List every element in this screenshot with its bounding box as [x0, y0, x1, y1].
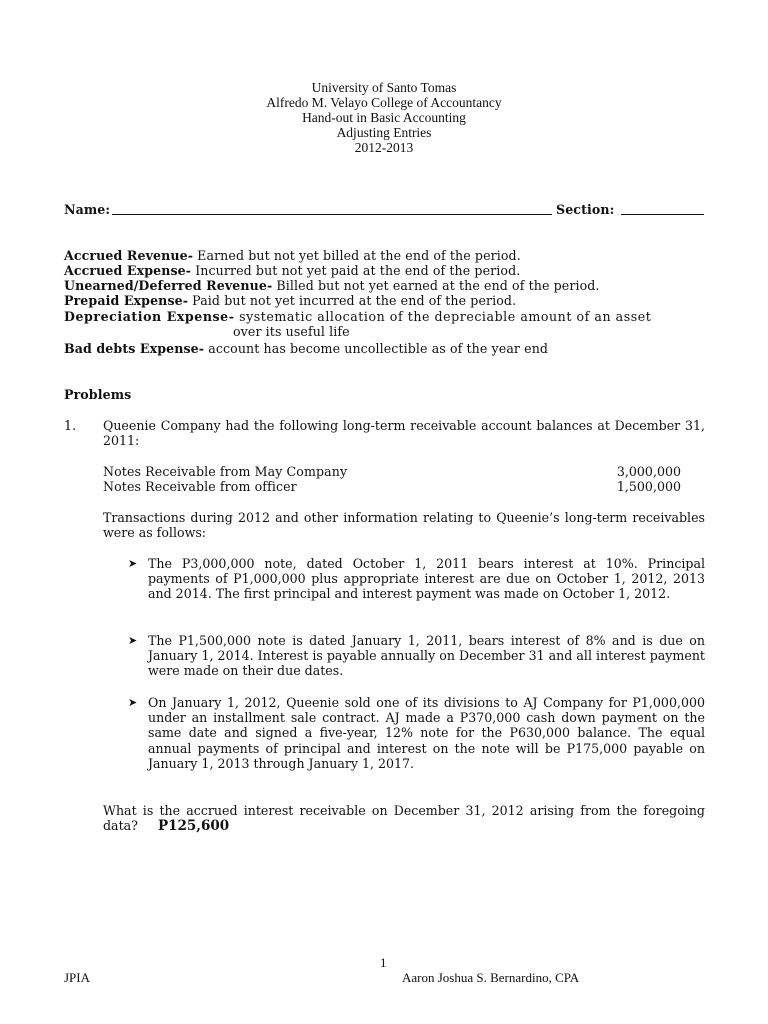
definition-term: Depreciation Expense-	[64, 309, 235, 324]
definition-depreciation-continued: over its useful life	[233, 324, 350, 339]
footer-left: JPIA	[64, 970, 91, 985]
definition-text: systematic allocation of the depreciable amount of an asset	[234, 309, 652, 324]
definition-term: Bad debts Expense-	[64, 341, 205, 356]
college-title: Alfredo M. Velayo College of Accountancy	[266, 95, 502, 110]
transaction-bullet: The P3,000,000 note, dated October 1, 2011 bears interest at 10%. Principal payments of P1,000,000 plus appropriate interest are due on October 1, 2012, 2013 and 2014. The first principal and interest payment was made on October 1, 2012.	[148, 556, 705, 602]
definition-bad-debts-expense	[64, 341, 548, 356]
footer-author: Aaron Joshua S. Bernardino, CPA	[402, 970, 580, 985]
topic-title: Adjusting Entries	[336, 125, 432, 140]
bullet-arrow-icon: ➤	[128, 696, 138, 709]
bullet-arrow-icon: ➤	[128, 634, 138, 647]
problem-question	[103, 803, 705, 834]
problem-intro: Queenie Company had the following long-term receivable account balances at December 31, 2011:	[103, 418, 705, 449]
definition-text: account has become uncollectible as of the year end	[204, 341, 549, 356]
transactions-intro: Transactions during 2012 and other information relating to Queenie’s long-term receivables were as follows:	[103, 510, 705, 541]
definition-term: Accrued Revenue-	[64, 248, 194, 263]
name-field[interactable]	[112, 214, 552, 215]
definition-term: Prepaid Expense-	[64, 293, 189, 308]
handout-title: Hand-out in Basic Accounting	[302, 110, 466, 125]
problems-heading: Problems	[64, 387, 132, 402]
definition-text: Paid but not yet incurred at the end of the period.	[188, 293, 517, 308]
balance-amount: 3,000,000	[616, 464, 681, 479]
definition-text: Incurred but not yet paid at the end of the period.	[191, 263, 521, 278]
definition-text: Earned but not yet billed at the end of the period.	[193, 248, 521, 263]
page-number: 1	[380, 955, 387, 970]
transaction-bullet: The P1,500,000 note is dated January 1, 2011, bears interest of 8% and is due on January 1, 2014. Interest is payable annually on December 31 and all interest payment were made on their due dates.	[148, 633, 705, 679]
section-label: Section:	[556, 202, 615, 217]
balance-label: Notes Receivable from May Company	[103, 464, 348, 479]
balance-label: Notes Receivable from officer	[103, 479, 297, 494]
transaction-bullet: On January 1, 2012, Queenie sold one of its divisions to AJ Company for P1,000,000 under an installment sale contract. AJ made a P370,000 cash down payment on the same date and signed a five-year, 12% note for the P630,000 balance. The equal annual payments of principal and interest on the note will be P175,000 payable on January 1, 2013 through January 1, 2017.	[148, 695, 705, 771]
question-text: What is the accrued interest receivable on December 31, 2012 arising from the foregoing data?	[103, 803, 705, 834]
name-label: Name:	[64, 202, 111, 217]
definition-unearned-revenue	[64, 278, 600, 293]
definition-accrued-expense	[64, 263, 520, 278]
bullet-arrow-icon: ➤	[128, 557, 138, 570]
definition-term: Accrued Expense-	[64, 263, 192, 278]
university-title: University of Santo Tomas	[311, 80, 457, 95]
section-field[interactable]	[621, 214, 704, 215]
school-year: 2012-2013	[354, 140, 414, 155]
balance-amount: 1,500,000	[616, 479, 681, 494]
problem-number: 1.	[64, 418, 77, 433]
answer-value: P125,600	[157, 818, 230, 835]
definition-text: Billed but not yet earned at the end of the period.	[272, 278, 600, 293]
definition-term: Unearned/Deferred Revenue-	[64, 278, 273, 293]
definition-depreciation-expense	[64, 309, 651, 324]
definition-accrued-revenue	[64, 248, 521, 263]
definition-prepaid-expense	[64, 293, 516, 308]
